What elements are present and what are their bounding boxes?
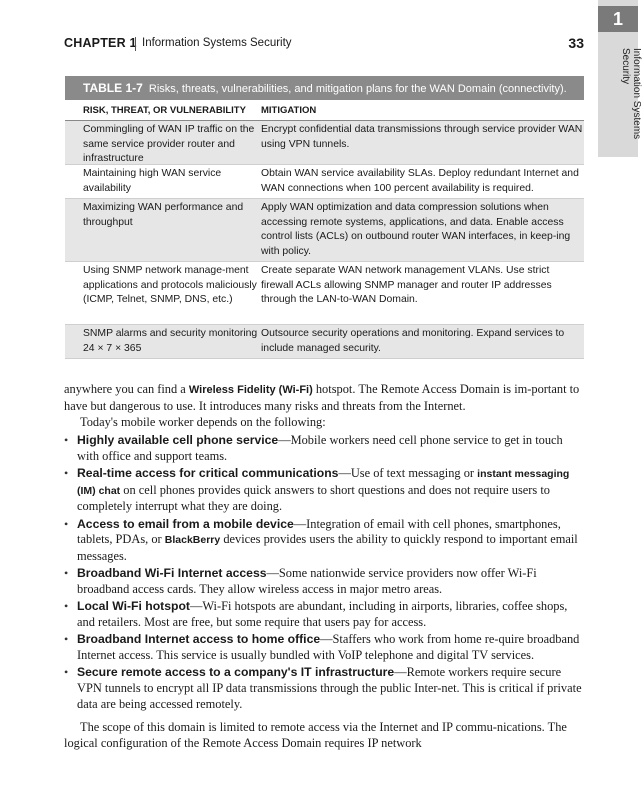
list-item — [64, 517, 584, 565]
table-cell-mitigation: Outsource security operations and monitoring. Expand services to include managed security. — [261, 328, 565, 354]
table-row — [65, 165, 584, 199]
bullet-icon: • — [64, 599, 69, 614]
page-number: 33 — [568, 35, 584, 51]
bullet-text: —Remote workers require secure VPN tunnels to encrypt all IP data transmissions through the public Inter-net. This is critical if private data are being accessed remotely. — [77, 664, 582, 711]
table-row — [65, 199, 584, 262]
bullet-text: —Some nationwide service providers now offer Wi-Fi broadband access cards. They allow wireless access in major metro areas. — [77, 566, 537, 597]
table-row — [65, 262, 584, 325]
list-item — [64, 433, 584, 465]
intro-text-start: anywhere you can find a — [64, 382, 189, 396]
table-cell-risk: Maintaining high WAN service availability — [83, 168, 222, 194]
table-cell-mitigation: Create separate WAN network management VLANs. Use strict firewall ACLs allowing SNMP manager and router IP addresses through the LAN-to-WAN Domain. — [261, 265, 552, 306]
bullet-icon: • — [64, 632, 69, 647]
glossary-term: instant messaging (IM) chat — [77, 467, 570, 497]
table-cell-mitigation: Apply WAN optimization and data compression solutions when accessing remote systems, applications, and data. Enable access control lists (ACLs) on outbound router WAN interfaces, in keep-ing with policy. — [261, 202, 571, 257]
list-item — [64, 665, 584, 712]
bullet-icon: • — [64, 664, 69, 679]
bullet-text: —Wi-Fi hotspots are abundant, including in airports, libraries, coffee shops, and retailers. Most are free, but some require that users pay for access. — [77, 599, 568, 629]
bullet-text: —Mobile workers need cell phone service to get in touch with office and support teams. — [77, 433, 563, 463]
bullet-term: Access to email from a mobile device — [77, 516, 294, 531]
bullet-term: Real-time access for critical communications — [77, 465, 339, 480]
bullet-term: Broadband Internet access to home office — [77, 632, 321, 647]
bullet-term: Local Wi-Fi hotspot — [77, 599, 190, 614]
bullet-text-after: devices provides users the ability to quickly respond to important email messages. — [77, 532, 578, 564]
side-tab-label: Information Systems Security — [620, 48, 642, 140]
bullet-text-after: on cell phones provides quick answers to short questions and does not require users to completely interrupt what they are doing. — [77, 482, 550, 514]
table-row — [65, 325, 584, 359]
table-cell-mitigation: Obtain WAN service availability SLAs. Deploy redundant Internet and WAN connections when 100 percent availability is required. — [261, 168, 579, 194]
bullet-icon: • — [64, 433, 69, 447]
mobile-worker-needs-list — [64, 433, 584, 714]
list-item — [64, 632, 584, 664]
bullet-term: Broadband Wi-Fi Internet access — [77, 566, 267, 581]
table-cell-risk: SNMP alarms and security monitoring 24 × 7 × 365 — [83, 328, 258, 354]
table-row — [65, 121, 584, 165]
table-caption-text: Risks, threats, vulnerabilities, and mitigation plans for the WAN Domain (connectivity). — [148, 83, 567, 95]
column-header-risk: RISK, THREAT, OR VULNERABILITY — [83, 105, 246, 116]
closing-paragraph: The scope of this domain is limited to remote access via the Internet and IP commu-nications. The logical configuration of the Remote Access Domain requires IP network — [64, 720, 567, 750]
table-caption — [65, 76, 584, 100]
bullet-text: —Use of text messaging or — [338, 465, 478, 480]
glossary-term: Wireless Fidelity (Wi-Fi) — [188, 384, 313, 396]
side-tab-number: 1 — [598, 6, 638, 32]
intro-paragraph — [64, 382, 584, 430]
table-header-row — [65, 100, 584, 121]
bullet-icon: • — [64, 465, 69, 480]
glossary-term: BlackBerry — [164, 534, 221, 547]
table-number: TABLE 1-7 — [83, 81, 143, 95]
chapter-side-tab — [598, 0, 642, 157]
table-cell-risk: Maximizing WAN performance and throughput — [83, 202, 244, 228]
risk-mitigation-table — [65, 76, 584, 359]
bullet-term: Secure remote access to a company's IT infrastructure — [77, 664, 395, 679]
chapter-label: CHAPTER 1 — [64, 36, 137, 50]
list-item — [64, 566, 584, 598]
intro-text-end: hotspot. The Remote Access Domain is im-portant to have but dangerous to use. It introduces many risks and threats from the Internet. — [64, 382, 580, 413]
bullet-text: —Staffers who work from home re-quire broadband Internet access. This service is usually bundled with VoIP telephone and digital TV services. — [77, 632, 580, 662]
table-cell-risk: Using SNMP network manage-ment applications and protocols maliciously (ICMP, Telnet, SNMP, DNS, etc.) — [83, 265, 257, 306]
bullet-icon: • — [64, 566, 69, 581]
bullet-term: Highly available cell phone service — [77, 433, 279, 447]
bullet-text: —Integration of email with cell phones, smartphones, tablets, PDAs, or — [77, 516, 561, 547]
list-item — [64, 466, 584, 515]
header-divider — [135, 37, 136, 51]
bullet-icon: • — [64, 516, 69, 531]
page-header — [64, 36, 584, 58]
chapter-title: Information Systems Security — [142, 37, 292, 49]
list-item — [64, 599, 584, 631]
table-cell-mitigation: Encrypt confidential data transmissions through service provider WAN using VPN tunnels. — [261, 124, 583, 150]
table-cell-risk: Commingling of WAN IP traffic on the same service provider router and infrastructure — [83, 124, 255, 165]
intro-second-line: Today's mobile worker depends on the following: — [80, 414, 326, 429]
column-header-mitigation: MITIGATION — [261, 105, 317, 116]
